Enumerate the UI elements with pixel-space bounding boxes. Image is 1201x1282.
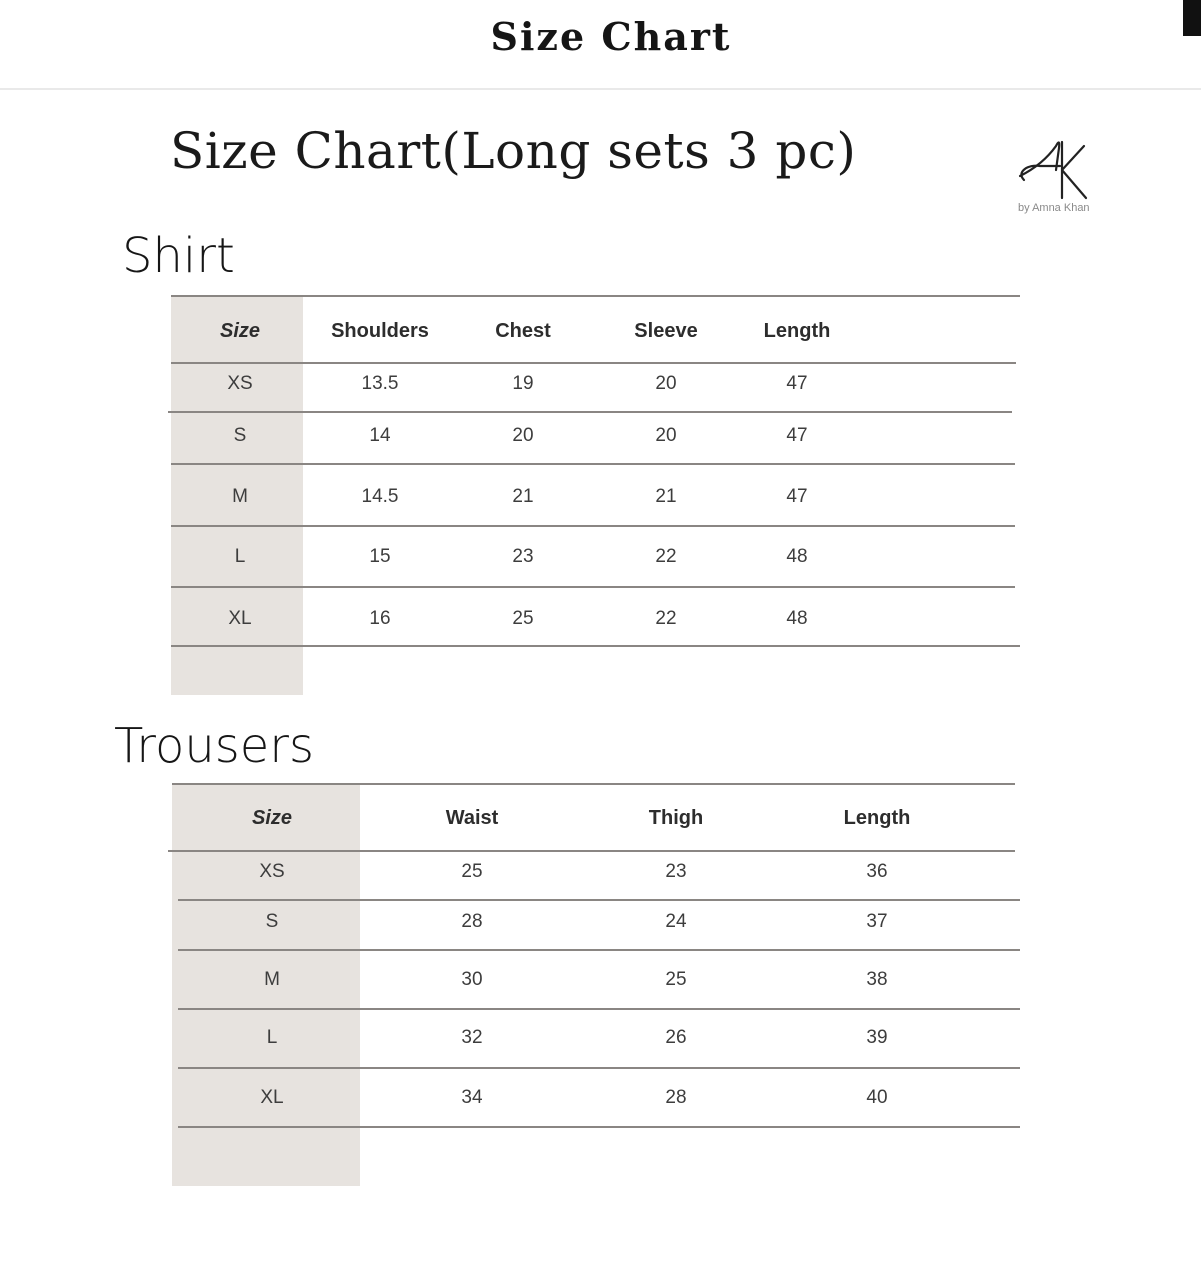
table-cell: 47	[786, 425, 808, 446]
column-header: Sleeve	[634, 320, 698, 342]
table-cell: 25	[461, 861, 483, 882]
table-cell: 21	[655, 486, 677, 507]
table-rule	[178, 949, 1020, 951]
size-label-cell: S	[233, 425, 247, 446]
size-label-cell: XS	[259, 861, 285, 882]
table-cell: 19	[512, 373, 534, 394]
table-cell: 20	[655, 425, 677, 446]
column-header: Thigh	[648, 807, 704, 829]
table-rule	[168, 411, 1012, 413]
trousers-section-title: Trousers	[114, 718, 315, 774]
table-cell: 22	[655, 608, 677, 629]
table-cell: 40	[866, 1087, 888, 1108]
table-cell: 16	[369, 608, 391, 629]
table-cell: 20	[512, 425, 534, 446]
table-cell: 15	[369, 546, 391, 567]
table-cell: 22	[655, 546, 677, 567]
table-rule	[178, 1126, 1020, 1128]
table-rule	[171, 586, 1015, 588]
shirt-section-title: Shirt	[122, 228, 235, 284]
table-cell: 36	[866, 861, 888, 882]
size-label-cell: M	[264, 969, 280, 990]
page-title: Size Chart	[490, 14, 732, 59]
table-cell: 14	[369, 425, 391, 446]
table-cell: 34	[461, 1087, 483, 1108]
header-divider	[0, 88, 1201, 90]
column-header: Chest	[495, 320, 551, 342]
size-label-cell: S	[265, 911, 279, 932]
table-rule	[171, 362, 1016, 364]
table-cell: 26	[665, 1027, 687, 1048]
table-cell: 25	[665, 969, 687, 990]
table-cell: 32	[461, 1027, 483, 1048]
size-label-cell: XS	[227, 373, 253, 394]
table-cell: 48	[786, 608, 808, 629]
table-cell: 28	[461, 911, 483, 932]
size-label-cell: XL	[260, 1087, 284, 1108]
column-header: Shoulders	[331, 320, 429, 342]
table-cell: 23	[665, 861, 687, 882]
table-cell: 24	[665, 911, 687, 932]
table-rule	[178, 1067, 1020, 1069]
table-cell: 39	[866, 1027, 888, 1048]
table-cell: 37	[866, 911, 888, 932]
table-cell: 21	[512, 486, 534, 507]
table-rule	[171, 645, 1020, 647]
table-cell: 14.5	[361, 486, 399, 507]
size-label-cell: L	[266, 1027, 278, 1048]
size-label-cell: L	[234, 546, 246, 567]
table-cell: 23	[512, 546, 534, 567]
table-cell: 30	[461, 969, 483, 990]
table-cell: 38	[866, 969, 888, 990]
column-header: Waist	[445, 807, 499, 829]
table-cell: 13.5	[361, 373, 399, 394]
table-cell: 20	[655, 373, 677, 394]
table-rule	[171, 463, 1015, 465]
table-cell: 25	[512, 608, 534, 629]
table-rule	[171, 525, 1015, 527]
table-rule	[172, 783, 1015, 785]
table-cell: 48	[786, 546, 808, 567]
table-cell: 28	[665, 1087, 687, 1108]
table-cell: 47	[786, 486, 808, 507]
size-label-cell: M	[232, 486, 248, 507]
table-rule	[168, 850, 1015, 852]
table-cell: 47	[786, 373, 808, 394]
table-rule	[171, 295, 1020, 297]
size-label-cell: XL	[228, 608, 252, 629]
chart-title: Size Chart(Long sets 3 pc)	[170, 122, 857, 180]
brand-caption: by Amna Khan	[1018, 202, 1090, 214]
table-rule	[178, 899, 1020, 901]
column-header: Size	[251, 807, 293, 829]
table-rule	[178, 1008, 1020, 1010]
column-header: Size	[219, 320, 261, 342]
column-header: Length	[843, 807, 911, 829]
column-header: Length	[763, 320, 831, 342]
